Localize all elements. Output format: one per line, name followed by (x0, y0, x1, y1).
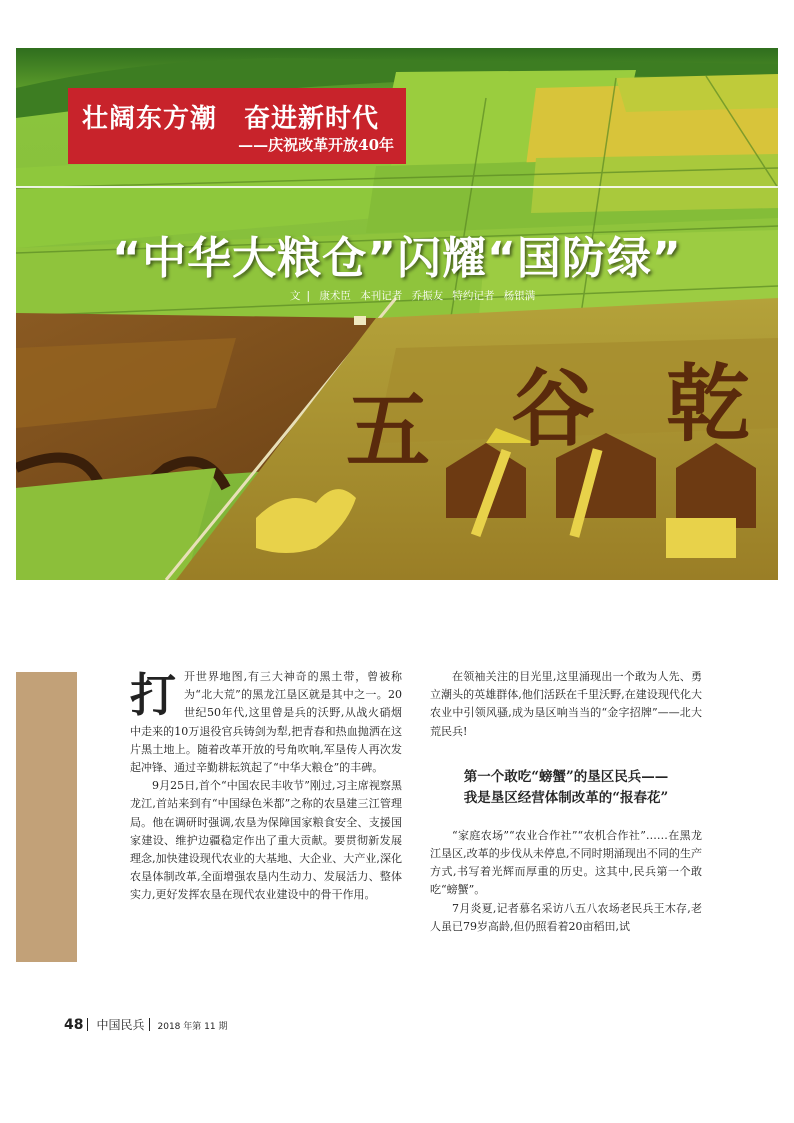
page-number: 48 (64, 1017, 84, 1033)
byline-role-2: 本刊记者 (360, 290, 403, 302)
divider-line (16, 186, 778, 188)
byline (290, 288, 541, 303)
byline-author-2: 乔振友 (411, 290, 444, 302)
body-column-right (430, 668, 702, 936)
paragraph-5: 7月炎夏,记者慕名采访八五八农场老民兵王木存,老人虽已79岁高龄,但仍照看着20亩稻田,试 (430, 901, 702, 933)
paragraph-1 (130, 668, 402, 777)
field-char-1: 五 (346, 381, 431, 480)
byline-role-3: 特约记者 (452, 290, 495, 302)
paragraph-3: 在领袖关注的目光里,这里涌现出一个敢为人先、勇立潮头的英雄群体,他们活跃在千里沃野,在建设现代化大农业中引领风骚,成为垦区响当当的“金字招牌”——北大荒民兵! (430, 670, 702, 738)
article-headline: “中华大粮仓”闪耀“国防绿” (112, 233, 682, 284)
footer-divider (87, 1018, 88, 1031)
series-title: 壮阔东方潮 奋进新时代 (82, 104, 380, 134)
marker-icon (354, 316, 366, 325)
footer-divider (149, 1018, 150, 1031)
byline-sep: | (306, 290, 311, 302)
subhead-line-2: 我是垦区经营体制改革的“报春花” (463, 789, 669, 806)
page-footer (64, 1014, 227, 1033)
paragraph-4: “家庭农场”“农业合作社”“农机合作社”……在黑龙江垦区,改革的步伐从未停息,不同时期涌现出不同的生产方式,书写着光辉而厚重的历史。这其中,民兵第一个敢吃“螃蟹”。 (430, 828, 702, 897)
byline-author-1: 康术臣 (319, 290, 351, 302)
issue-label: 2018 年第 11 期 (157, 1022, 228, 1032)
field-char-3: 乾 (666, 354, 751, 453)
byline-author-3: 杨银满 (503, 290, 536, 302)
paragraph-2: 9月25日,首个“中国农民丰收节”刚过,习主席视察黑龙江,首站来到有“中国绿色米都”之称的农垦建三江管理局。他在调研时强调,农垦为保障国家粮食安全、支援国家建设、维护边疆稳定作出了重大贡献。要贯彻新发展理念,加快建设现代农业的大基地、大企业、大产业,深化农垦体制改革,全面增强农垦内生动力、发展活力、整体实力,更好发挥农垦在现代农业建设中的骨干作用。 (130, 779, 402, 902)
field-char-2: 谷 (511, 359, 596, 458)
section-subhead (430, 767, 702, 809)
byline-prefix: 文 (290, 290, 301, 302)
series-banner (68, 88, 406, 164)
magazine-name: 中国民兵 (96, 1018, 145, 1032)
paragraph-1-text: 开世界地图,有三大神奇的黑土带，曾被称为“北大荒”的黑龙江垦区就是其中之一。20世纪50年代,这里曾是兵的沃野,从战火硝烟中走来的10万退役官兵铸剑为犁,把青春和热血抛洒在这片黑土地上。随着改革开放的号角吹响,军垦传人再次发起冲锋、通过辛勤耕耘筑起了“中华大粮仓”的丰碑。 (130, 670, 402, 775)
subhead-line-1: 第一个敢吃“螃蟹”的垦区民兵—— (463, 768, 669, 785)
body-column-left (130, 668, 402, 905)
decorative-side-block (16, 672, 77, 962)
series-subtitle: ——庆祝改革开放40年 (238, 136, 394, 154)
drop-cap: 打 (130, 668, 176, 722)
